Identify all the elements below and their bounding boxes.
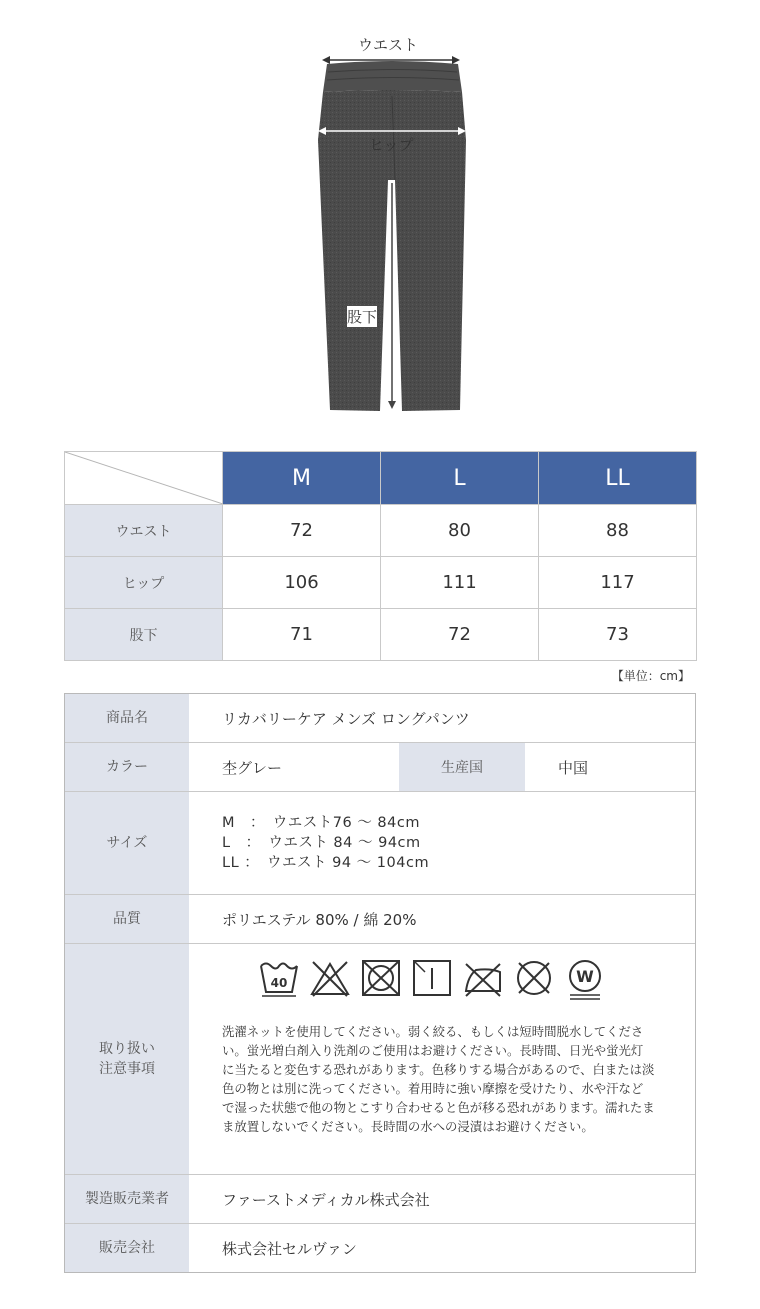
product-name-value: リカバリーケア メンズ ロングパンツ [222,709,470,728]
wet-clean-icon [564,958,606,1002]
size-line-ll: LL ： ウエスト 94 〜 104cm [222,855,430,871]
size-table-corner [65,452,223,505]
size-table-header-row [65,452,697,505]
no-dry-clean-icon [513,958,555,998]
table-cell: 106 [223,557,381,609]
table-cell: 117 [539,557,697,609]
unit-note: 【単位：cm】 [611,669,690,683]
no-iron-icon [462,958,504,998]
spec-label: 生産国 [399,743,525,791]
care-label-line1: 取り扱い [99,1041,155,1057]
table-row [65,609,697,661]
table-cell: 71 [223,609,381,661]
spec-row-color [65,742,695,791]
size-line-l: L ： ウエスト 84 〜 94cm [222,835,421,851]
manufacturer-value: ファーストメディカル株式会社 [222,1190,430,1209]
spec-label: サイズ [65,792,189,894]
table-cell: 80 [381,505,539,557]
line-dry-icon [411,958,453,998]
spec-row-care [65,943,695,1174]
care-label-line2: 注意事項 [99,1061,155,1077]
care-icons [258,958,655,1002]
pants-illustration [0,0,760,430]
row-label-hip: ヒップ [65,557,223,609]
size-line-m: M ： ウエスト76 〜 84cm [222,815,420,831]
table-cell: 111 [381,557,539,609]
table-cell: 88 [539,505,697,557]
wash-40-icon [258,958,300,998]
size-column-ll: LL [539,452,697,505]
size-column-l: L [381,452,539,505]
row-label-waist: ウエスト [65,505,223,557]
wash-temp: 40 [270,976,288,990]
no-tumble-dry-icon [360,958,402,998]
spec-row-size [65,791,695,894]
spec-row-manufacturer [65,1174,695,1223]
wet-clean-letter: W [576,967,594,986]
size-table [64,451,697,661]
spec-label: カラー [65,743,189,791]
spec-row-product-name [65,694,695,742]
color-value: 杢グレー [222,758,283,777]
pants-figure [0,0,760,430]
table-cell: 72 [381,609,539,661]
inseam-label: 股下 [347,308,378,326]
row-label-inseam: 股下 [65,609,223,661]
care-content [189,944,695,1174]
care-instructions: 洗濯ネットを使用してください。弱く絞る、もしくは短時間脱水してください。蛍光増白剤入り洗剤のご使用はお避けください。長時間、日光や蛍光灯に当たると変色する恐れがあります。色移りする場合があるので、白または淡色の物とは別に洗ってください。着用時に強い摩擦を受けたり、水や汗などで湿った状態で他の物とこすり合わせると色が移る恐れがあります。濡れたまま放置しないでください。長時間の水への浸漬はお避けください。 [222,1024,655,1135]
spec-label: 品質 [65,895,189,943]
table-cell: 72 [223,505,381,557]
spec-table [64,693,696,1273]
no-bleach-icon [309,958,351,998]
spec-label [65,944,189,1174]
waist-label: ウエスト [358,36,419,54]
hip-label: ヒップ [369,136,414,154]
table-row [65,505,697,557]
corner-diagonal [65,452,223,504]
spec-row-material [65,894,695,943]
table-cell: 73 [539,609,697,661]
spec-label: 販売会社 [65,1224,189,1272]
table-row [65,557,697,609]
origin-value: 中国 [558,758,589,777]
spec-row-seller [65,1223,695,1272]
spec-label: 商品名 [65,694,189,742]
size-column-m: M [223,452,381,505]
spec-label: 製造販売業者 [65,1175,189,1223]
seller-value: 株式会社セルヴァン [222,1239,357,1258]
size-value [189,792,695,894]
material-value: ポリエステル 80% / 綿 20% [222,910,417,929]
